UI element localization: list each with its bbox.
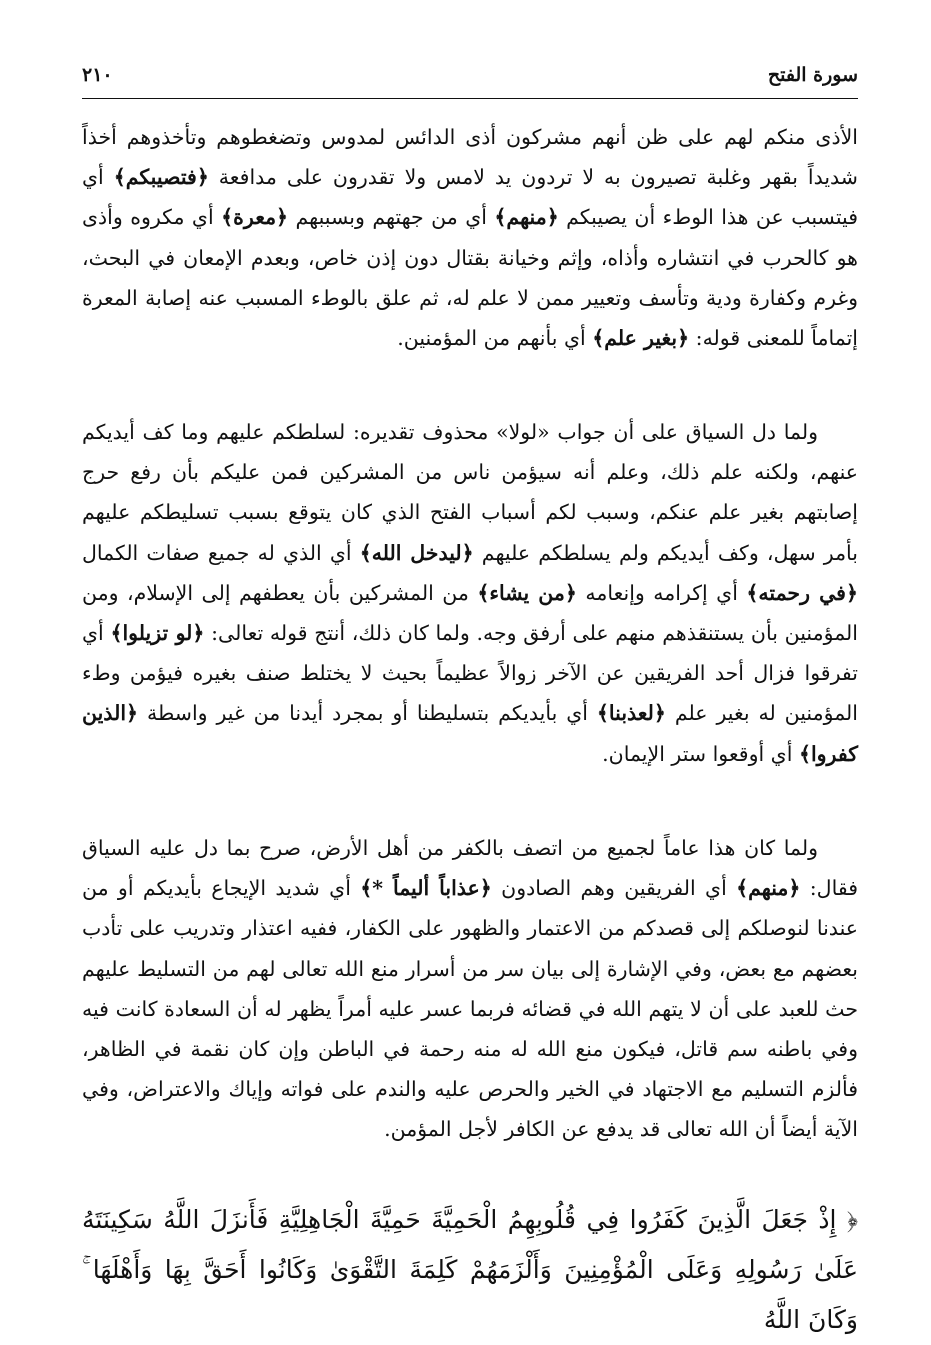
surah-title: سورة الفتح	[767, 64, 858, 86]
quran-quote: ﴿معرة﴾	[221, 205, 289, 230]
paragraph-1	[82, 117, 858, 358]
quran-quote: ﴿الذين كفروا﴾	[82, 701, 858, 766]
quran-quote: ﴿فتصيبكم﴾	[113, 165, 209, 190]
text-segment: أي فيتسبب عن هذا الوطء أن يصيبكم	[82, 165, 858, 230]
paragraph-2	[82, 412, 858, 774]
quran-quote: ﴿منهم﴾	[736, 876, 801, 901]
quran-quote: ﴿بغير علم﴾	[592, 326, 690, 351]
text-segment: أي أوقعوا ستر الإيمان.	[602, 741, 799, 766]
text-segment: أي إكرامه وإنعامه	[576, 580, 747, 605]
text-segment: من المشركين بأن يعطفهم إلى الإسلام، ومن المؤمنين بأن يستنقذهم منهم على أرفق وجه. ولما كان ذلك، أنتج قوله تعالى:	[82, 580, 858, 646]
text-segment: ولما دل السياق على أن جواب «لولا» محذوف تقديره: لسلطكم عليهم وما كف أيديكم عنهم، ولكنه علم ذلك، وعلم أنه سيؤمن ناس من المشركين فمن عليكم بأن رفع حرج إصابتهم بغير علم عنكم، وسبب لكم أسباب الفتح الذي كان يتوقع بسبب تسليطكم عليهم بأمر سهل، وكف أيديكم ولم يسلطكم عليهم	[82, 420, 859, 565]
quran-verse	[82, 1195, 858, 1345]
text-segment: أي الذي له جميع صفات الكمال	[82, 540, 360, 565]
text-segment: أي من جهتهم وبسببهم	[288, 205, 495, 230]
page-number: ٢١٠	[82, 64, 113, 86]
page-header	[82, 62, 858, 96]
text-segment: ولما كان هذا عاماً لجميع من اتصف بالكفر من أهل الأرض، صرح بما دل عليه السياق فقال:	[82, 836, 858, 901]
text-segment: أي شديد الإيجاع بأيديكم أو من عندنا لنوصلكم إلى قصدكم من الاعتمار والظهور على الكفار، ففيه اعتذار وتدريب على تأدب بعضهم مع بعض، وفي الإشارة إلى بيان سر من أسرار منع الله تعالى لهم من التسليط عليهم حث للعبد على أن لا يتهم الله في قضائه فربما عسر عليه أمراً يظهر له أن السعادة كانت فيه وفي باطنه سم قاتل، فيكون منع الله له منه رحمة في الباطن وإن كان نقمة في الظاهر، فألزم التسليم مع الاجتهاد في الخير والحرص عليه والندم على فواته وإياك والاعتراض، وفي الآية أيضاً أن الله تعالى قد يدفع عن الكافر لأجل المؤمن.	[82, 876, 858, 1142]
text-segment: أي بأنهم من المؤمنين.	[397, 326, 593, 351]
quran-quote: ﴿لعذبنا﴾	[596, 701, 666, 726]
quran-quote: ﴿منهم﴾	[494, 205, 559, 230]
text-segment: أي بأيديكم بتسليطنا أو بمجرد أيدنا من غير واسطة	[138, 701, 597, 726]
header-divider	[82, 98, 858, 99]
text-segment: الأذى منكم لهم على ظن أنهم مشركون أذى الدائس لمدوس وتضغطوهم وتأخذوهم أخذاً شديداً بقهر وغلبة تصيرون به لا تردون يد لامس ولا تقدرون على مدافعة	[82, 125, 858, 190]
text-segment: أي مكروه وأذى هو كالحرب في انتشاره وأذاه، وإثم وخيانة بقتال دون إذن خاص، وبعدم الإمعان في البحث، وغرم وكفارة ودية وتأسف وتعيير ممن لا علم له، ثم علق بالوطء المسبب عنه إصابة المعرة إتماماً للمعنى قوله:	[82, 205, 858, 351]
text-segment: أي تفرقوا فزال أحد الفريقين عن الآخر زوالاً عظيماً بحيث لا يختلط صنف بغيره فيؤمن وطء المؤمنين له بغير علم	[82, 621, 858, 726]
paragraph-3	[82, 828, 858, 1150]
quran-quote: ﴿ليدخل الله﴾	[359, 540, 474, 565]
quran-quote: ﴿في رحمته﴾	[746, 580, 858, 605]
quran-quote: ﴿عذاباً أليماً *﴾	[360, 876, 492, 901]
text-segment: أي الفريقين وهم الصادون	[491, 876, 737, 901]
quran-quote: ﴿من يشاء﴾	[477, 580, 577, 605]
verse-text: ﴿ إِذْ جَعَلَ الَّذِينَ كَفَرُوا فِي قُلُوبِهِمُ الْحَمِيَّةَ حَمِيَّةَ الْجَاهِلِيَّةِ فَأَنزَلَ اللَّهُ سَكِينَتَهُ عَلَىٰ رَسُولِهِ وَعَلَى الْمُؤْمِنِينَ وَأَلْزَمَهُمْ كَلِمَةَ التَّقْوَىٰ وَكَانُوا أَحَقَّ بِهَا وَأَهْلَهَا ۚ وَكَانَ اللَّهُ	[82, 1205, 858, 1334]
quran-quote: ﴿لو تزيلوا﴾	[110, 621, 205, 646]
